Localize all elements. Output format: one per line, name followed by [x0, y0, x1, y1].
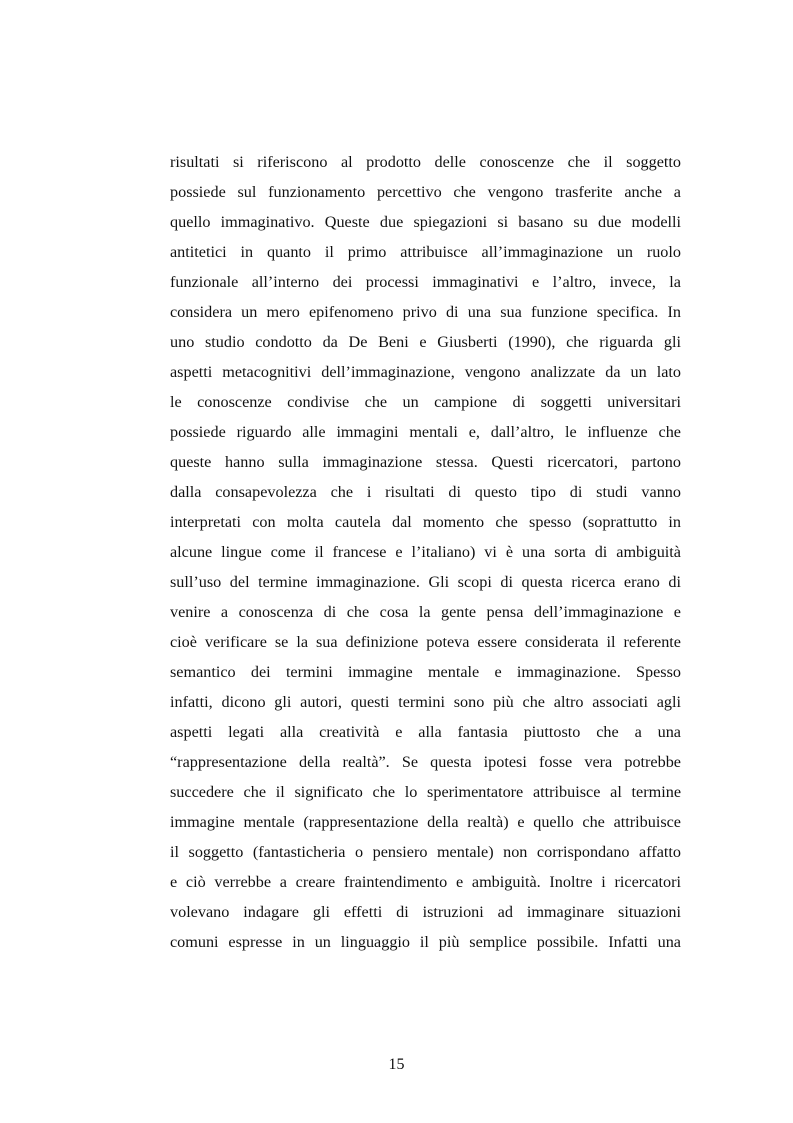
text-line: considera un mero epifenomeno privo di una sua funzione specifica. In	[170, 303, 681, 321]
body-text	[170, 147, 681, 957]
text-line: succedere che il significato che lo sperimentatore attribuisce al termine	[170, 783, 681, 801]
text-line: immagine mentale (rappresentazione della realtà) e quello che attribuisce	[170, 813, 681, 831]
text-line: infatti, dicono gli autori, questi termini sono più che altro associati agli	[170, 693, 681, 711]
text-line: risultati si riferiscono al prodotto delle conoscenze che il soggetto	[170, 153, 681, 171]
text-line: “rappresentazione della realtà”. Se questa ipotesi fosse vera potrebbe	[170, 753, 681, 771]
text-line: aspetti metacognitivi dell’immaginazione, vengono analizzate da un lato	[170, 363, 681, 381]
text-line: venire a conoscenza di che cosa la gente pensa dell’immaginazione e	[170, 603, 681, 621]
text-line: quello immaginativo. Queste due spiegazioni si basano su due modelli	[170, 213, 681, 231]
text-line: possiede sul funzionamento percettivo che vengono trasferite anche a	[170, 183, 681, 201]
text-line: aspetti legati alla creatività e alla fantasia piuttosto che a una	[170, 723, 681, 741]
text-line: e ciò verrebbe a creare fraintendimento e ambiguità. Inoltre i ricercatori	[170, 873, 681, 891]
text-line: cioè verificare se la sua definizione poteva essere considerata il referente	[170, 633, 681, 651]
text-line: funzionale all’interno dei processi immaginativi e l’altro, invece, la	[170, 273, 681, 291]
text-line: le conoscenze condivise che un campione di soggetti universitari	[170, 393, 681, 411]
text-line: il soggetto (fantasticheria o pensiero mentale) non corrispondano affatto	[170, 843, 681, 861]
text-line: queste hanno sulla immaginazione stessa. Questi ricercatori, partono	[170, 453, 681, 471]
text-line: volevano indagare gli effetti di istruzioni ad immaginare situazioni	[170, 903, 681, 921]
text-line: alcune lingue come il francese e l’italiano) vi è una sorta di ambiguità	[170, 543, 681, 561]
text-line: comuni espresse in un linguaggio il più semplice possibile. Infatti una	[170, 933, 681, 951]
text-line: sull’uso del termine immaginazione. Gli scopi di questa ricerca erano di	[170, 573, 681, 591]
text-line: semantico dei termini immagine mentale e immaginazione. Spesso	[170, 663, 681, 681]
text-line: uno studio condotto da De Beni e Giusberti (1990), che riguarda gli	[170, 333, 681, 351]
text-line: dalla consapevolezza che i risultati di questo tipo di studi vanno	[170, 483, 681, 501]
page-number: 15	[388, 1056, 405, 1073]
text-line: antitetici in quanto il primo attribuisce all’immaginazione un ruolo	[170, 243, 681, 261]
text-line: possiede riguardo alle immagini mentali e, dall’altro, le influenze che	[170, 423, 681, 441]
text-line: interpretati con molta cautela dal momento che spesso (soprattutto in	[170, 513, 681, 531]
